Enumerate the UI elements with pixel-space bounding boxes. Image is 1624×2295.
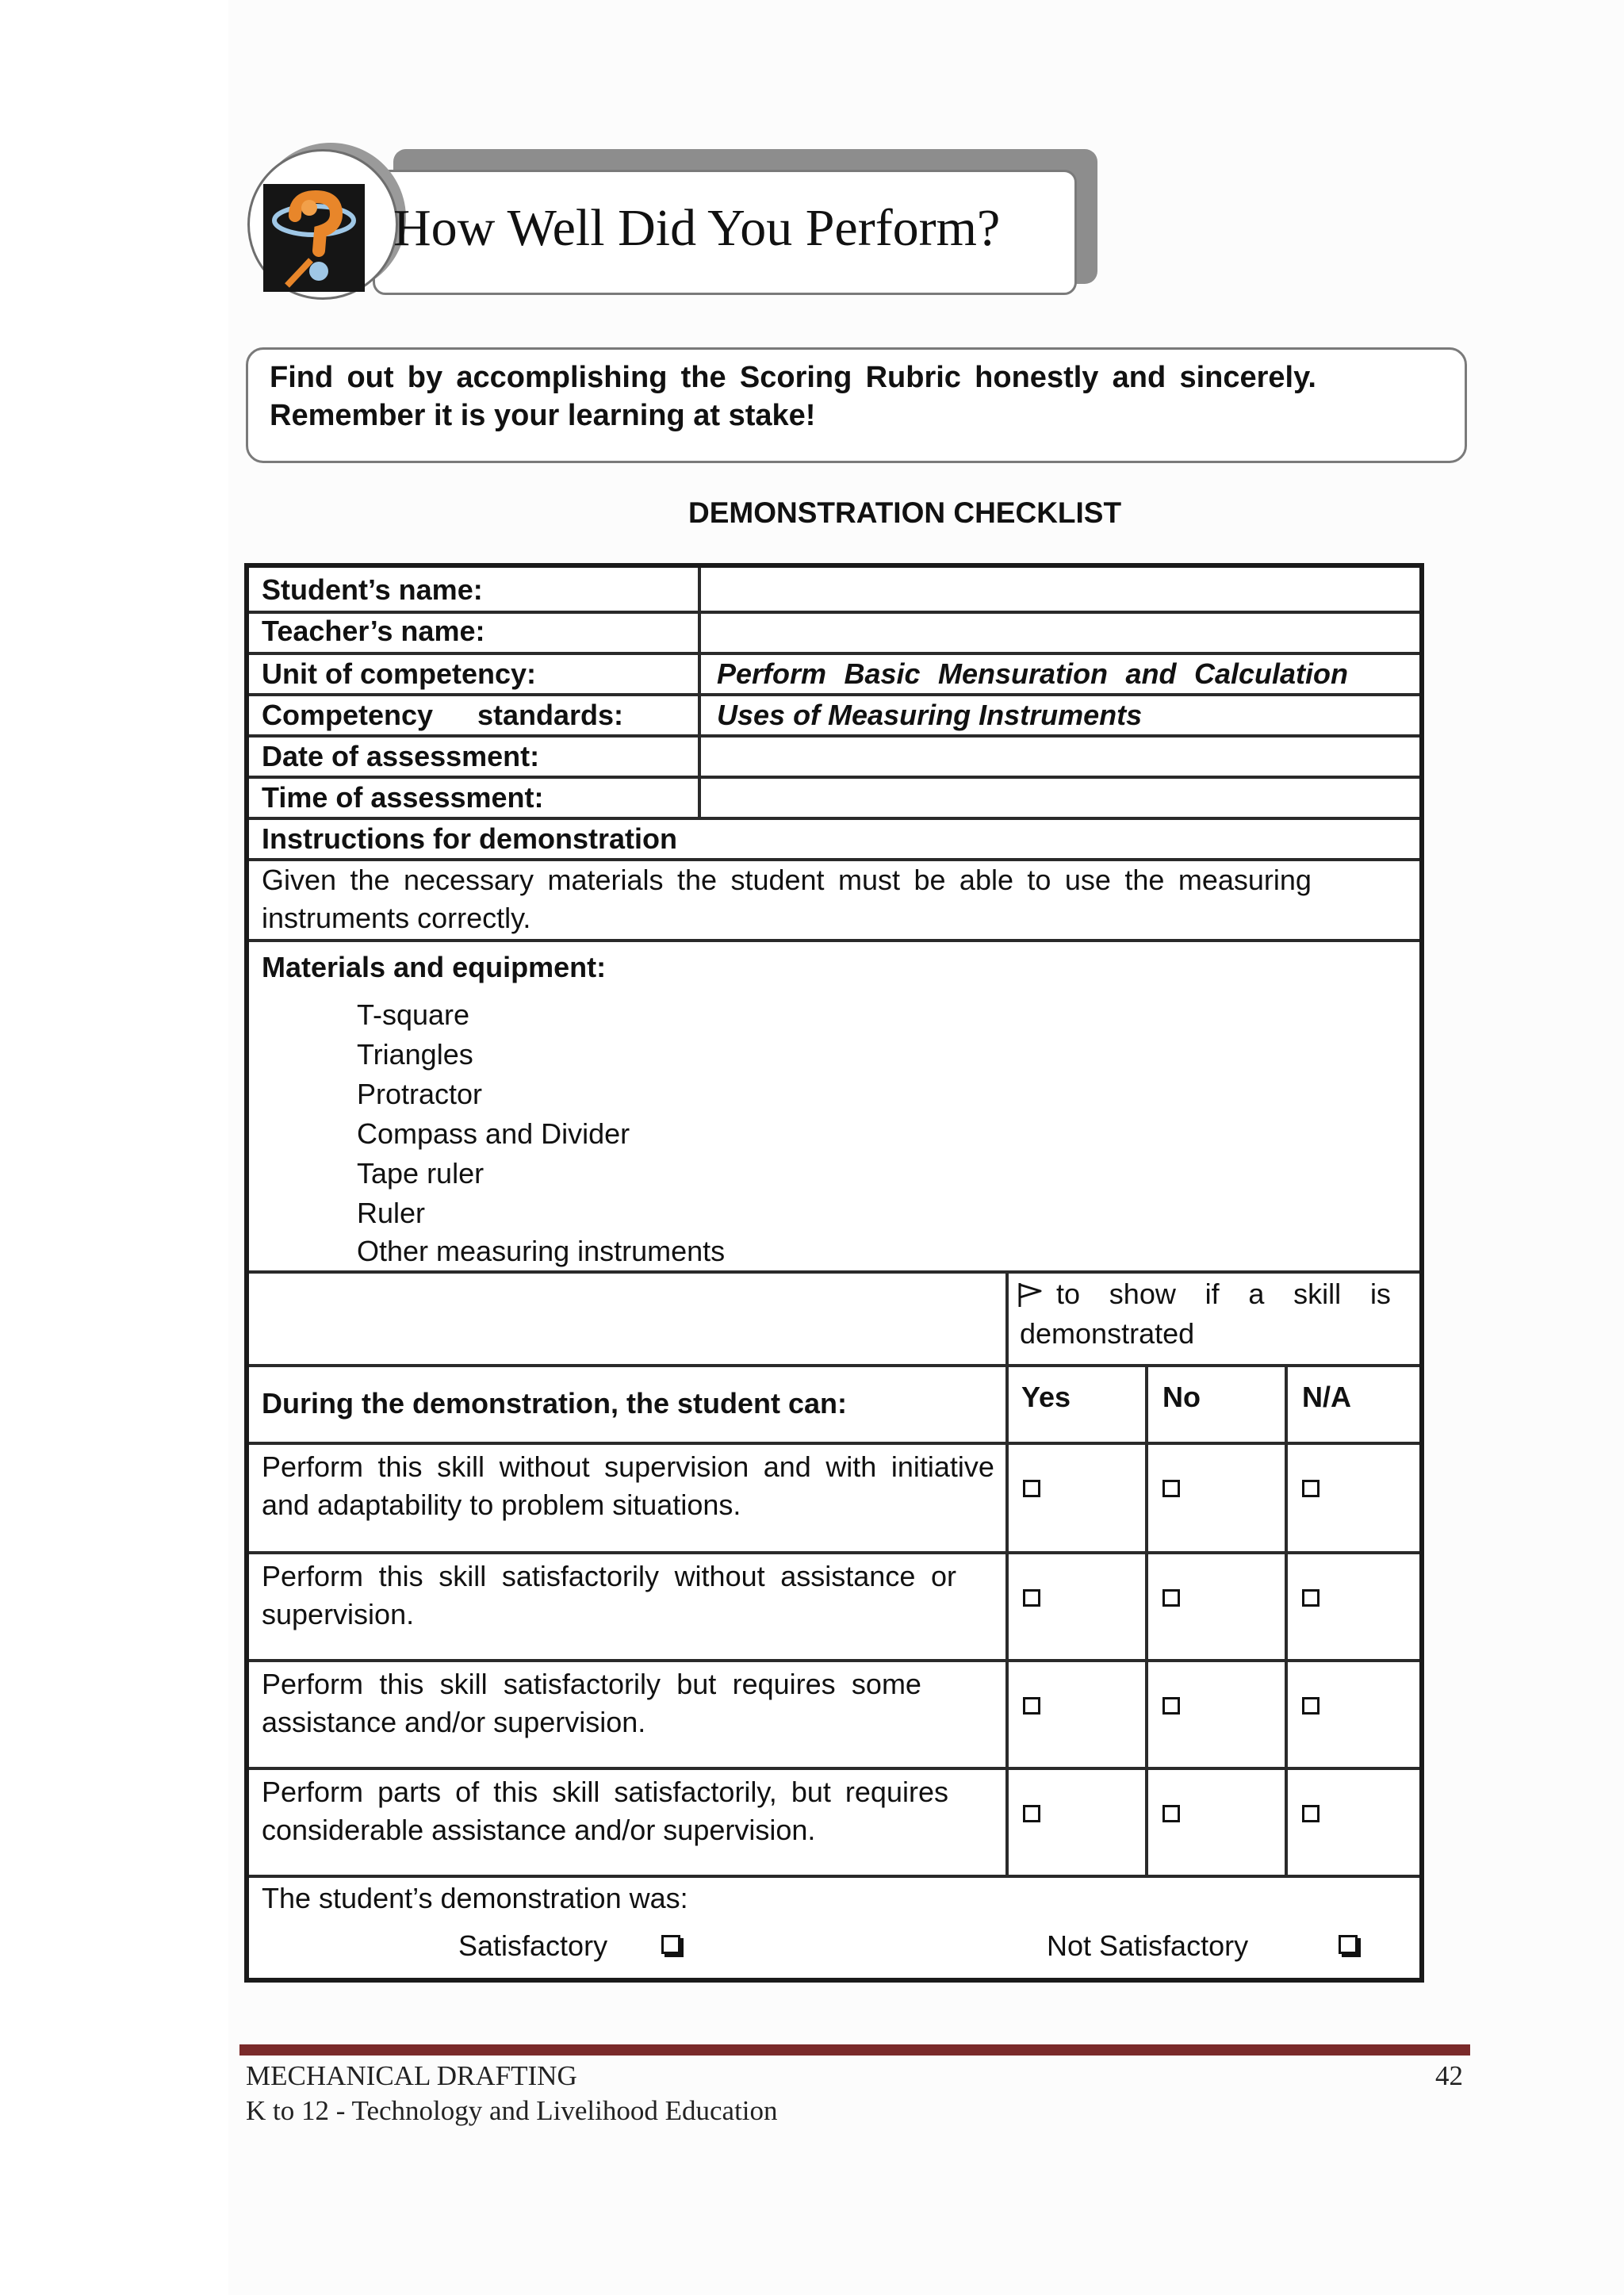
word: is: [1369, 1278, 1391, 1310]
skill-row-line2: supervision.: [262, 1598, 415, 1630]
word: by: [407, 361, 443, 394]
word: this: [378, 1560, 423, 1592]
word: must: [837, 864, 900, 896]
word: the: [350, 864, 390, 896]
instruction-callout-text: [270, 358, 1443, 435]
materials-heading: Materials and equipment:: [262, 951, 607, 983]
instructions-line1: [262, 861, 1312, 899]
result-label: The student’s demonstration was:: [262, 1882, 688, 1914]
word: satisfactorily: [501, 1560, 659, 1592]
not-satisfactory-label: Not Satisfactory: [1047, 1929, 1249, 1962]
date-of-assessment-label: Date of assessment:: [262, 740, 540, 772]
word: if: [1205, 1278, 1220, 1310]
word: Calculation: [1193, 657, 1348, 690]
word: assistance: [780, 1560, 916, 1592]
word: to: [1027, 864, 1051, 896]
word: some: [851, 1668, 921, 1700]
word: show: [1109, 1278, 1176, 1310]
skill-row-line1: [262, 1557, 956, 1596]
word: skill: [552, 1776, 600, 1808]
unit-of-competency-label: Unit of competency:: [262, 657, 537, 690]
checklist-title: DEMONSTRATION CHECKLIST: [688, 496, 1122, 529]
skills-header-label: During the demonstration, the student can:: [262, 1387, 848, 1420]
word: but: [791, 1776, 831, 1808]
word: requires: [732, 1668, 836, 1700]
skill-no-checkbox[interactable]: [1162, 1480, 1180, 1497]
intro-line1: [270, 358, 1316, 397]
material-item: Protractor: [357, 1078, 483, 1110]
skill-na-checkbox[interactable]: [1302, 1589, 1320, 1607]
word: measuring: [1178, 864, 1312, 896]
word: parts: [377, 1776, 442, 1808]
skill-no-checkbox[interactable]: [1162, 1697, 1180, 1715]
word: use: [1064, 864, 1111, 896]
footer-page-number: 42: [1435, 2060, 1463, 2091]
word: this: [493, 1776, 538, 1808]
word: necessary: [403, 864, 534, 896]
word: skill: [1293, 1278, 1342, 1310]
skill-na-checkbox[interactable]: [1302, 1697, 1320, 1715]
word: materials: [547, 864, 664, 896]
student-name-label: Student’s name:: [262, 573, 483, 606]
skill-yes-checkbox[interactable]: [1023, 1480, 1040, 1497]
word: Rubric: [865, 361, 961, 394]
skill-row-line1: [262, 1448, 994, 1486]
word: requires: [845, 1776, 948, 1808]
word: Perform: [717, 657, 827, 690]
word: out: [347, 361, 394, 394]
word: and: [1112, 361, 1166, 394]
satisfactory-label: Satisfactory: [458, 1929, 608, 1962]
instructions-heading: Instructions for demonstration: [262, 822, 678, 855]
word: or: [930, 1560, 956, 1592]
word: Perform: [262, 1560, 364, 1592]
word: accomplishing: [456, 361, 668, 394]
skill-no-checkbox[interactable]: [1162, 1589, 1180, 1607]
instructions-line2: instruments correctly.: [262, 902, 531, 934]
word: and: [763, 1450, 811, 1483]
skill-yes-checkbox[interactable]: [1023, 1805, 1040, 1822]
skill-row-line2: and adaptability to problem situations.: [262, 1488, 741, 1521]
word: without: [674, 1560, 765, 1592]
time-of-assessment-label: Time of assessment:: [262, 781, 544, 814]
column-na: N/A: [1302, 1381, 1351, 1413]
skill-na-checkbox[interactable]: [1302, 1805, 1320, 1822]
word: Find: [270, 361, 334, 394]
material-item: T-square: [357, 998, 470, 1031]
skill-yes-checkbox[interactable]: [1023, 1589, 1040, 1607]
competency-standards-value: Uses of Measuring Instruments: [717, 699, 1143, 731]
skill-row-line2: considerable assistance and/or supervision.: [262, 1814, 816, 1846]
satisfactory-checkbox[interactable]: [661, 1935, 680, 1954]
word: and: [1125, 657, 1177, 690]
word: sincerely.: [1179, 361, 1316, 394]
question-mark-figure-icon: [263, 184, 365, 292]
word: Mensuration: [938, 657, 1109, 690]
word: skill: [439, 1560, 487, 1592]
teacher-name-label: Teacher’s name:: [262, 615, 485, 647]
word: Scoring: [739, 361, 852, 394]
word: initiative: [891, 1450, 994, 1483]
skill-no-checkbox[interactable]: [1162, 1805, 1180, 1822]
word: skill: [437, 1450, 485, 1483]
word: be: [914, 864, 946, 896]
material-item: Ruler: [357, 1197, 426, 1229]
word: satisfactorily: [503, 1668, 661, 1700]
word: Basic: [844, 657, 921, 690]
material-item: Other measuring instruments: [357, 1235, 726, 1267]
column-yes: Yes: [1021, 1381, 1071, 1413]
word: able: [959, 864, 1013, 896]
word: Given: [262, 864, 337, 896]
word: to: [1056, 1278, 1081, 1310]
not-satisfactory-checkbox[interactable]: [1339, 1935, 1358, 1954]
unit-of-competency-value: [717, 655, 1348, 693]
word: student: [730, 864, 825, 896]
word: supervision: [604, 1450, 749, 1483]
word: a: [1248, 1278, 1265, 1310]
legend-line2: demonstrated: [1020, 1317, 1195, 1350]
skill-row-line2: assistance and/or supervision.: [262, 1706, 646, 1738]
word: satisfactorily,: [614, 1776, 777, 1808]
skill-row-line1: [262, 1665, 921, 1703]
word: Perform: [262, 1668, 364, 1700]
footer-program: K to 12 - Technology and Livelihood Education: [246, 2095, 778, 2126]
legend-line1: [1056, 1275, 1391, 1313]
word: skill: [439, 1668, 488, 1700]
page-title: How Well Did You Perform?: [393, 199, 1001, 257]
material-item: Compass and Divider: [357, 1117, 630, 1150]
word: honestly: [975, 361, 1099, 394]
word: the: [676, 864, 718, 896]
intro-line2: Remember it is your learning at stake!: [270, 399, 816, 432]
word: this: [377, 1450, 423, 1483]
word: but: [676, 1668, 717, 1700]
time-of-assessment-field[interactable]: [715, 779, 1397, 814]
skill-na-checkbox[interactable]: [1302, 1480, 1320, 1497]
word: the: [1124, 864, 1165, 896]
material-item: Triangles: [357, 1038, 473, 1071]
word: without: [499, 1450, 590, 1483]
demonstration-checklist-table: [244, 563, 1424, 1983]
word: standards:: [477, 699, 623, 731]
material-item: Tape ruler: [357, 1157, 485, 1190]
word: Perform: [262, 1450, 364, 1483]
word: Perform: [262, 1776, 364, 1808]
competency-standards-label: [262, 696, 623, 734]
flag-icon: [1017, 1282, 1044, 1308]
column-no: No: [1162, 1381, 1201, 1413]
word: of: [455, 1776, 480, 1808]
footer-subject: MECHANICAL DRAFTING: [246, 2060, 577, 2091]
skill-row-line1: [262, 1773, 948, 1811]
word: the: [680, 361, 726, 394]
date-of-assessment-field[interactable]: [715, 738, 1397, 772]
word: Competency: [262, 699, 434, 731]
skill-yes-checkbox[interactable]: [1023, 1697, 1040, 1715]
word: this: [379, 1668, 424, 1700]
footer-divider: [239, 2044, 1470, 2056]
word: with: [825, 1450, 877, 1483]
